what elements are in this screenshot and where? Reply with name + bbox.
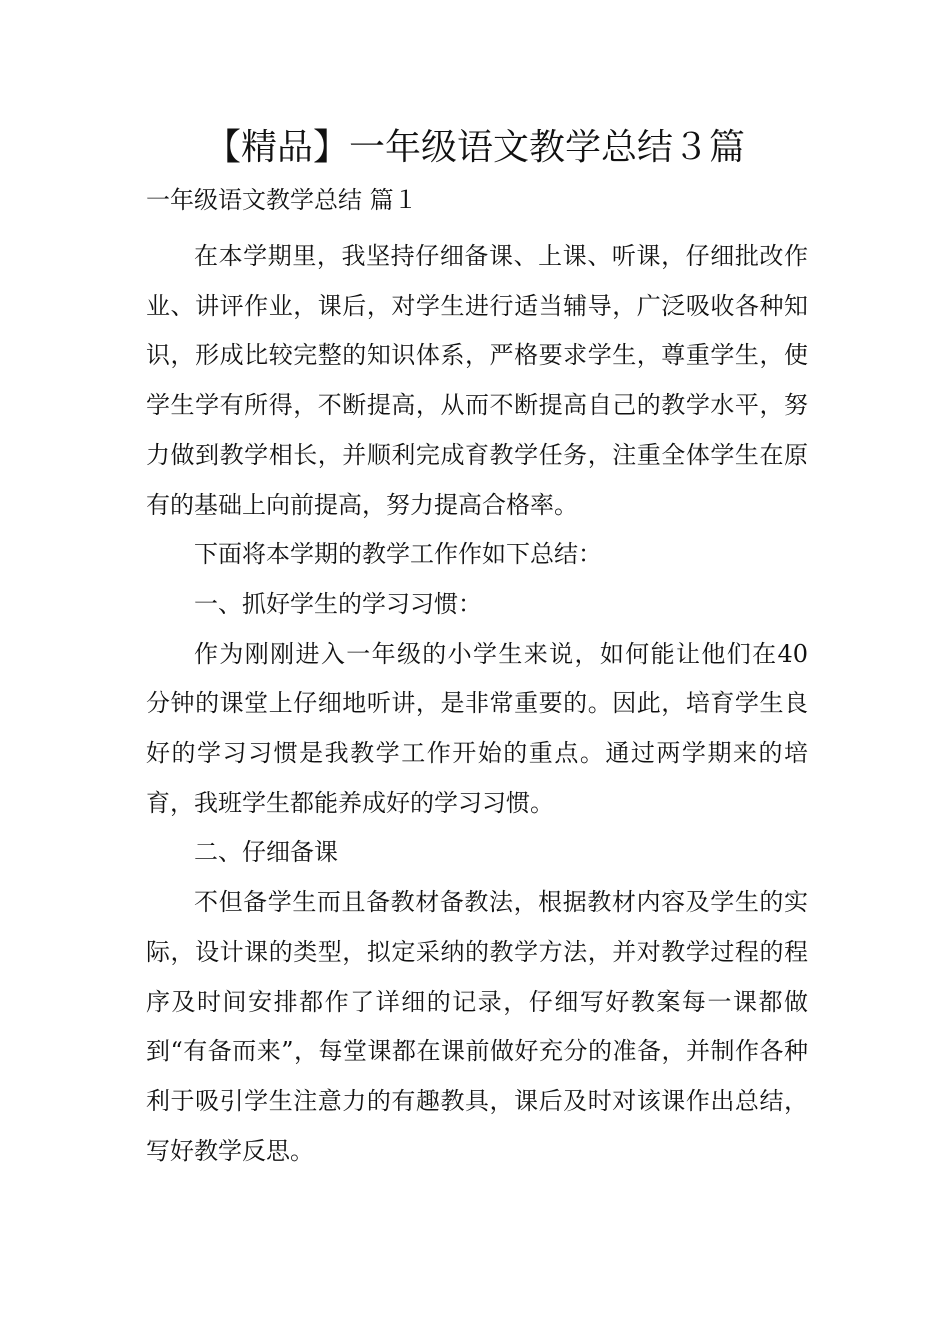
document-title: 【精品】一年级语文教学总结３篇	[204, 127, 745, 168]
paragraph-study-habits: 作为刚刚进入一年级的小学生来说，如何能让他们在40 分钟的课堂上仔细地听讲，是非常重要的。因此，培育学生良好的学习习惯是我教学工作开始的重点。通过两学期来的培育，我班学生都能养成好的学习习惯。	[146, 639, 808, 817]
document-body	[146, 232, 808, 1176]
paragraph-summary-lead: 下面将本学期的教学工作作如下总结：	[194, 540, 602, 569]
paragraph-intro: 在本学期里，我坚持仔细备课、上课、听课，仔细批改作业、讲评作业，课后，对学生进行适当辅导，广泛吸收各种知识，形成比较完整的知识体系，严格要求学生，尊重学生，使学生学有所得，不断提高，从而不断提高自己的教学水平，努力做到教学相长，并顺利完成育教学任务，注重全体学生在原有的基础上向前提高，努力提高合格率。	[146, 242, 808, 519]
section-heading: 一年级语文教学总结 篇１	[146, 186, 418, 214]
subheading-lesson-prep: 二、仔细备课	[194, 838, 338, 867]
subheading-study-habits: 一、抓好学生的学习习惯：	[194, 589, 482, 618]
paragraph-lesson-prep: 不但备学生而且备教材备教法，根据教材内容及学生的实际，设计课的类型，拟定采纳的教学方法，并对教学过程的程序及时间安排都作了详细的记录，仔细写好教案每一课都做到“有备而来”，每堂课都在课前做好充分的准备，并制作各种利于吸引学生注意力的有趣教具，课后及时对该课作出总结，写好教学反思。	[146, 888, 808, 1165]
